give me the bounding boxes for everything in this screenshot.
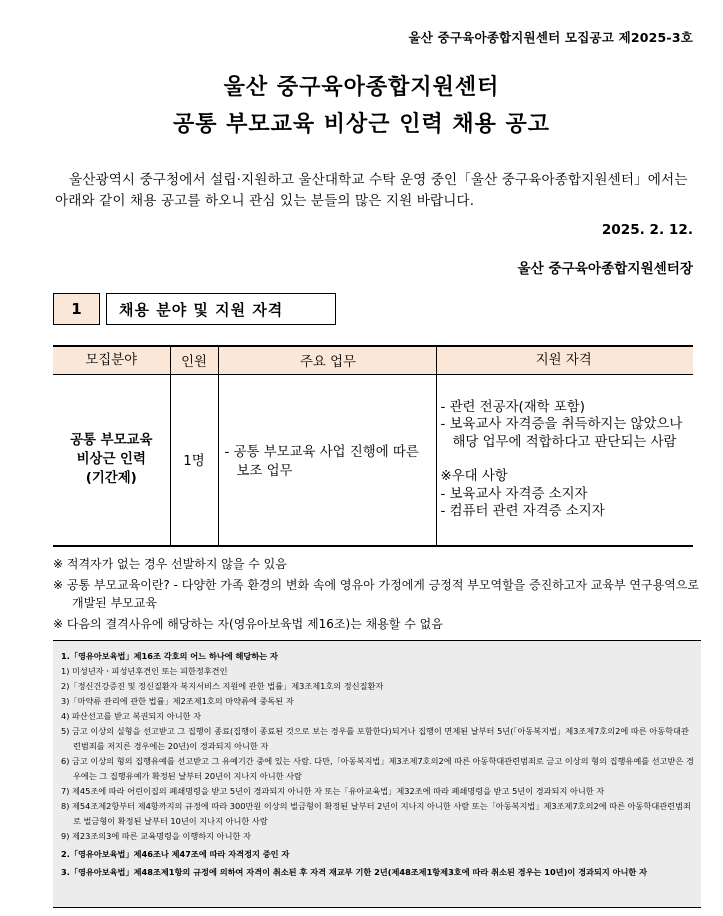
table-header-row [53, 346, 693, 374]
qualification-item: - 관련 전공자(재학 포함) [440, 399, 585, 415]
disqualification-item: 3)「마약류 관리에 관한 법률」제2조제1호의 마약류에 중독된 자 [61, 696, 294, 706]
cell-qualification [436, 374, 693, 546]
disqualification-heading-1: 1.「영유아보육법」제16조 각호의 어느 하나에 해당하는 자 [61, 651, 278, 661]
disqualification-item: 6) 금고 이상의 형의 집행유예를 선고받고 그 유예기간 중에 있는 사람. 다만,「아동복지법」제3조제7호의2에 따른 아동학대관련범죄로 금고 이상의 형의 집행유예를 선고받은 경우에는 그 집행유예가 확정된 날부터 20년이 지나지 아니한 사람 [61, 756, 694, 781]
disqualification-item: 4) 파산선고를 받고 복권되지 아니한 자 [61, 711, 202, 721]
page-title: 공통 부모교육 비상근 인력 채용 공고 [172, 112, 551, 137]
note-item: ※ 공통 부모교육이란? - 다양한 가족 환경의 변화 속에 영유아 가정에게 긍정적 부모역할을 증진하고자 교육부 연구용역으로 개발된 부모교육 [53, 578, 699, 610]
cell-duty [218, 374, 436, 546]
column-header-field: 모집분야 [53, 346, 170, 374]
note-item: ※ 적격자가 없는 경우 선발하지 않을 수 있음 [53, 557, 287, 571]
section-number: 1 [53, 293, 100, 325]
column-header-qualification: 지원 자격 [436, 346, 693, 374]
column-header-count: 인원 [170, 346, 218, 374]
preferred-title: ※우대 사항 [440, 469, 508, 485]
disqualification-item: 1) 미성년자ㆍ피성년후견인 또는 피한정후견인 [61, 666, 228, 676]
field-name-line1: 공통 부모교육 [70, 433, 153, 449]
title-organization: 울산 중구육아종합지원센터 [223, 75, 500, 100]
preferred-item: - 컴퓨터 관련 자격증 소지자 [440, 504, 605, 520]
recruitment-table [53, 345, 693, 547]
disqualification-item: 8) 제54조제2항부터 제4항까지의 규정에 따라 300만원 이상의 벌금형이 확정된 날부터 2년이 지나지 아니한 사람 또는「아동복지법」제3조제7호의2에 따른 아동학대관련범죄로 벌금형이 확정된 날부터 10년이 지나지 아니한 사람 [61, 801, 691, 826]
qualification-item: - 보육교사 자격증을 취득하지는 않았으나 해당 업무에 적합하다고 판단되는 사람 [440, 417, 683, 450]
cell-count: 1명 [170, 374, 218, 546]
preferred-item: - 보육교사 자격증 소지자 [440, 486, 588, 502]
table-row [53, 374, 693, 546]
disqualification-heading-3: 3.「영유아보육법」제48조제1항의 규정에 의하여 자격이 취소된 후 자격 재교부 기한 2년(제48조제1항제3호에 따라 취소된 경우는 10년)이 경과되지 아니한 자 [61, 867, 648, 877]
note-item: ※ 다음의 결격사유에 해당하는 자(영유아보육법 제16조)는 채용할 수 없음 [53, 617, 443, 631]
column-header-duty: 주요 업무 [218, 346, 436, 374]
notice-date: 2025. 2. 12. [601, 222, 693, 238]
disqualification-box [53, 640, 701, 908]
disqualification-item: 9) 제23조의3에 따른 교육명령을 이행하지 아니한 자 [61, 831, 251, 841]
disqualification-item: 7) 제45조에 따라 어린이집의 폐쇄명령을 받고 5년이 경과되지 아니한 자 또는「유아교육법」제32조에 따라 폐쇄명령을 받고 5년이 경과되지 아니한 자 [61, 786, 605, 796]
field-name-line2: 비상근 인력 [76, 452, 146, 468]
disqualification-item: 2)「정신건강증진 및 정신질환자 복지서비스 지원에 관한 법률」제3조제1호의 정신질환자 [61, 681, 384, 691]
notes-list [53, 555, 703, 636]
issuer-name: 울산 중구육아종합지원센터장 [517, 261, 693, 277]
section-title: 채용 분야 및 지원 자격 [106, 293, 336, 325]
notice-reference-number: 울산 중구육아종합지원센터 모집공고 제2025-3호 [408, 30, 693, 45]
duty-text: - 공통 부모교육 사업 진행에 따른 보조 업무 [224, 444, 419, 479]
disqualification-heading-2: 2.「영유아보육법」제46조나 제47조에 따라 자격정지 중인 자 [61, 849, 290, 859]
disqualification-item: 5) 금고 이상의 실형을 선고받고 그 집행이 종료(집행이 종료된 것으로 보는 경우를 포함한다)되거나 집행이 면제된 날부터 5년(「아동복지법」제3조제7호의2에 따른 아동학대관련범죄를 저지른 경우에는 20년)이 경과되지 아니한 자 [61, 726, 689, 751]
cell-field [53, 374, 170, 546]
intro-paragraph: 울산광역시 중구청에서 설립·지원하고 울산대학교 수탁 운영 중인「울산 중구육아종합지원센터」에서는 아래와 같이 채용 공고를 하오니 관심 있는 분들의 많은 지원 바랍니다. [55, 172, 688, 209]
field-name-line3: (기간제) [85, 471, 137, 487]
